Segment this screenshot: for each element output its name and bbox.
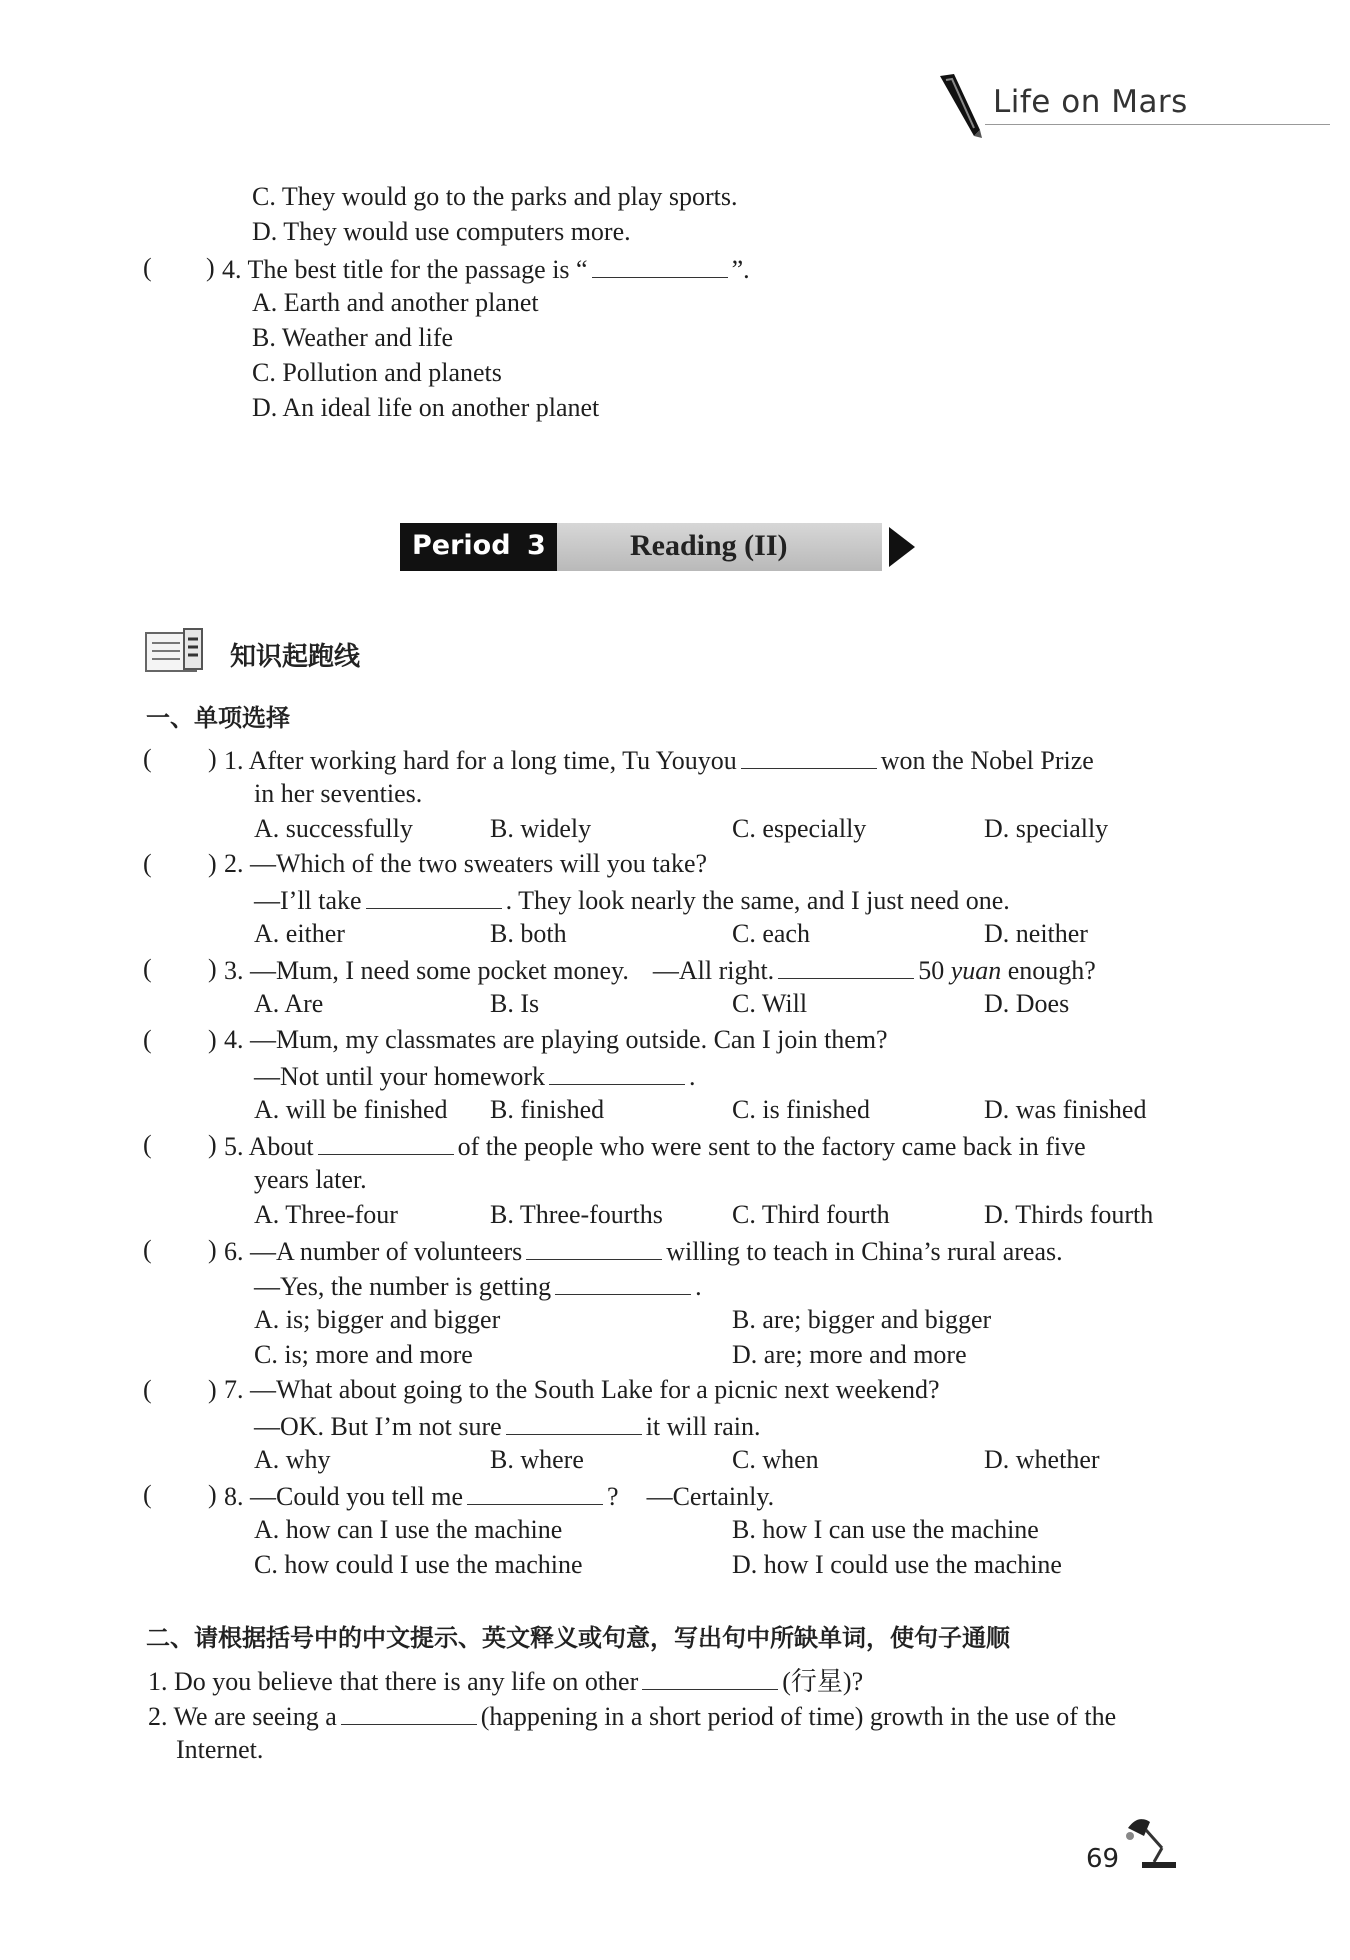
answer-blank[interactable] (642, 1663, 778, 1690)
answer-paren-close: ) (206, 253, 215, 282)
fill-item-1 (148, 1663, 863, 1699)
question-text: 5. About (224, 1132, 314, 1161)
question-5-cont: years later. (254, 1165, 367, 1194)
option-b: B. Is (490, 989, 540, 1018)
question-text: won the Nobel Prize (880, 746, 1094, 775)
question-4-cont (254, 1058, 696, 1094)
answer-paren-close: ) (208, 954, 217, 983)
option-c: C. is; more and more (254, 1340, 473, 1369)
question-text: 8. —Could you tell me (224, 1482, 464, 1511)
option-b: B. both (490, 919, 567, 948)
answer-paren-open: ( (143, 1375, 152, 1404)
answer-paren-open: ( (143, 744, 152, 773)
answer-blank[interactable] (341, 1698, 477, 1725)
answer-paren-open: ( (143, 1480, 152, 1509)
option-b: B. how I can use the machine (732, 1515, 1039, 1544)
answer-paren-close: ) (208, 744, 217, 773)
answer-paren-open: ( (143, 1130, 152, 1159)
question-text: —I’ll take (254, 886, 362, 915)
answer-blank[interactable] (741, 742, 877, 769)
arrow-right-icon (887, 525, 917, 569)
answer-blank[interactable] (318, 1128, 454, 1155)
option-a: A. will be finished (254, 1095, 448, 1124)
option-a: A. either (254, 919, 345, 948)
option-b: B. are; bigger and bigger (732, 1305, 992, 1334)
unit-title: Life on Mars (993, 84, 1188, 120)
part1-heading: 一、单项选择 (146, 704, 290, 732)
question-text: yuan (950, 956, 1002, 985)
page-number: 69 (1086, 1844, 1120, 1874)
option-a: A. is; bigger and bigger (254, 1305, 501, 1334)
option-c: C. when (732, 1445, 819, 1474)
question-text: it will rain. (645, 1412, 761, 1441)
answer-paren-close: ) (208, 1480, 217, 1509)
answer-paren-open: ( (143, 1235, 152, 1264)
answer-paren-open: ( (143, 1025, 152, 1054)
question-text: 3. —Mum, I need some pocket money. (224, 956, 629, 985)
question-text: 1. After working hard for a long time, Tu Youyou (224, 746, 737, 775)
question-text: —OK. But I’m not sure (254, 1412, 502, 1441)
question-text: —Yes, the number is getting (254, 1272, 552, 1301)
answer-paren-close: ) (208, 1235, 217, 1264)
option-a: A. Three-four (254, 1200, 398, 1229)
question-text: ? (607, 1482, 619, 1511)
header-divider (985, 124, 1330, 125)
question-text: willing to teach in China’s rural areas. (666, 1237, 1063, 1266)
option-d: D. how I could use the machine (732, 1550, 1062, 1579)
option-c: C. how could I use the machine (254, 1550, 583, 1579)
question-text: —Certainly. (646, 1482, 775, 1511)
answer-paren-open: ( (143, 954, 152, 983)
option-d: D. Does (984, 989, 1070, 1018)
answer-blank[interactable] (555, 1268, 691, 1295)
question-text: —Not until your homework (254, 1062, 546, 1091)
question-text: —All right. (652, 956, 775, 985)
question-text: ”. (731, 255, 750, 284)
answer-blank[interactable] (526, 1233, 662, 1260)
option-d: D. Thirds fourth (984, 1200, 1154, 1229)
option-d: D. An ideal life on another planet (252, 393, 600, 422)
answer-blank[interactable] (467, 1478, 603, 1505)
answer-paren-open: ( (143, 849, 152, 878)
option-d: D. was finished (984, 1095, 1147, 1124)
option-d: D. are; more and more (732, 1340, 967, 1369)
question-text: 50 (918, 956, 945, 985)
answer-paren-close: ) (208, 1375, 217, 1404)
option-a: A. successfully (254, 814, 413, 843)
question-text: . (689, 1062, 696, 1091)
question-text: 1. Do you believe that there is any life on other (148, 1667, 639, 1696)
question-5-stem (224, 1128, 1086, 1164)
option-c: C. each (732, 919, 810, 948)
option-d: D. They would use computers more. (252, 217, 631, 246)
fill-item-2 (148, 1698, 1116, 1734)
question-8-stem (224, 1478, 774, 1514)
answer-blank[interactable] (549, 1058, 685, 1085)
question-1-cont: in her seventies. (254, 779, 423, 808)
option-c: C. especially (732, 814, 867, 843)
answer-paren-close: ) (208, 1025, 217, 1054)
period-label: Period (412, 530, 511, 561)
period-banner (400, 523, 882, 571)
option-c: C. Will (732, 989, 808, 1018)
option-b: B. finished (490, 1095, 605, 1124)
option-b: B. widely (490, 814, 592, 843)
option-c: C. They would go to the parks and play sports. (252, 182, 738, 211)
question-text: of the people who were sent to the factory came back in five (457, 1132, 1086, 1161)
answer-paren-close: ) (208, 849, 217, 878)
answer-blank[interactable] (592, 251, 728, 278)
question-text: (行星)? (782, 1667, 864, 1696)
question-6-cont (254, 1268, 702, 1304)
answer-blank[interactable] (366, 882, 502, 909)
question-6-stem (224, 1233, 1063, 1269)
answer-paren-open: ( (143, 253, 152, 282)
notebook-icon (144, 627, 208, 675)
question-3-stem (224, 952, 1096, 988)
option-d: D. neither (984, 919, 1088, 948)
question-text: enough? (1007, 956, 1096, 985)
question-2-cont (254, 882, 1010, 918)
question-4-stem: 4. —Mum, my classmates are playing outside. Can I join them? (224, 1025, 888, 1054)
question-text: (happening in a short period of time) growth in the use of the (480, 1702, 1117, 1731)
period-title: Reading (II) (630, 529, 788, 562)
question-text: . (695, 1272, 702, 1301)
question-7-stem: 7. —What about going to the South Lake for a picnic next weekend? (224, 1375, 940, 1404)
question-2-stem: 2. —Which of the two sweaters will you take? (224, 849, 708, 878)
question-text: 2. We are seeing a (148, 1702, 337, 1731)
part2-heading: 二、请根据括号中的中文提示、英文释义或句意，写出句中所缺单词，使句子通顺 (146, 1624, 1010, 1652)
option-c: C. Third fourth (732, 1200, 890, 1229)
option-a: A. Are (254, 989, 324, 1018)
question-7-cont (254, 1408, 761, 1444)
question-1-stem (224, 742, 1094, 778)
question-text: 4. The best title for the passage is “ (222, 255, 588, 284)
knowledge-heading: 知识起跑线 (230, 642, 361, 672)
answer-blank[interactable] (778, 952, 914, 979)
option-b: B. Weather and life (252, 323, 454, 352)
period-number: 3 (527, 530, 546, 561)
answer-blank[interactable] (506, 1408, 642, 1435)
option-b: B. Three-fourths (490, 1200, 663, 1229)
option-a: A. Earth and another planet (252, 288, 539, 317)
option-a: A. how can I use the machine (254, 1515, 563, 1544)
option-c: C. Pollution and planets (252, 358, 502, 387)
question-stem (222, 251, 750, 287)
fill-item-2-cont: Internet. (176, 1735, 264, 1764)
desk-lamp-icon (1120, 1808, 1182, 1870)
option-b: B. where (490, 1445, 584, 1474)
answer-paren-close: ) (208, 1130, 217, 1159)
option-c: C. is finished (732, 1095, 870, 1124)
question-text: . They look nearly the same, and I just need one. (505, 886, 1010, 915)
option-a: A. why (254, 1445, 331, 1474)
pen-icon (936, 72, 986, 140)
question-text: 6. —A number of volunteers (224, 1237, 523, 1266)
option-d: D. specially (984, 814, 1109, 843)
option-d: D. whether (984, 1445, 1100, 1474)
